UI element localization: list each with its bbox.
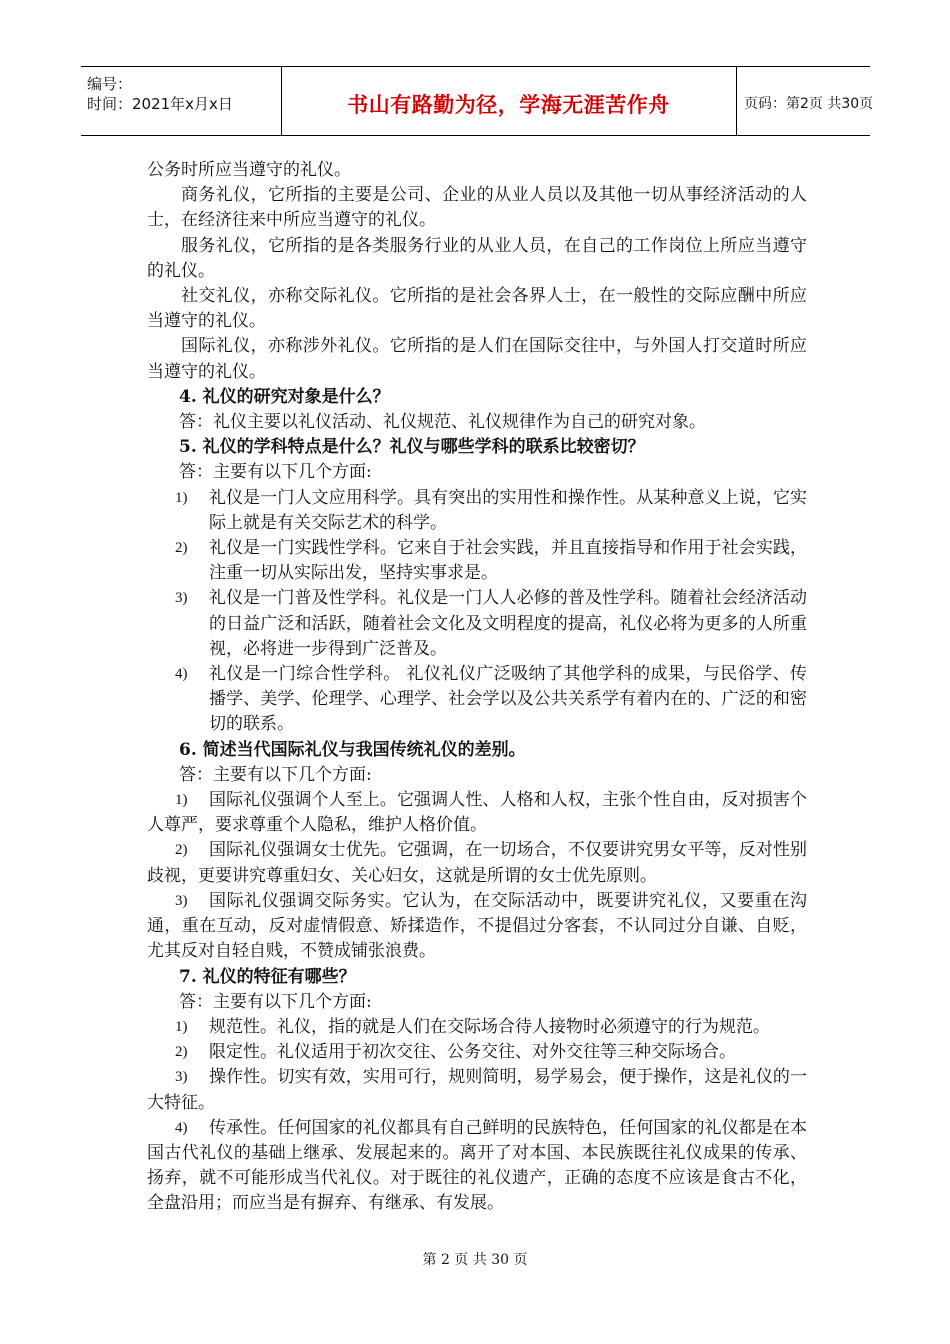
document-number-label: 编号：: [87, 75, 133, 93]
list-item: [147, 889, 807, 965]
list-item-text: 礼仪是一门实践性学科。它来自于社会实践，并且直接指导和作用于社会实践，注重一切从实际出发，坚持实事求是。: [209, 538, 807, 584]
answer-intro: 答：礼仪主要以礼仪活动、礼仪规范、礼仪规律作为自己的研究对象。: [179, 412, 706, 433]
list-item-number: 2): [175, 1044, 188, 1061]
list-item: [147, 536, 807, 586]
document-body: [147, 158, 807, 1217]
list-item-number: 1): [175, 1018, 188, 1035]
list-item: [147, 1065, 807, 1115]
paragraph: 国际礼仪，亦称涉外礼仪。它所指的是人们在国际交往中，与外国人打交道时所应当遵守的礼仪。: [147, 336, 807, 382]
list-item-text: 礼仪是一门普及性学科。礼仪是一门人人必修的普及性学科。随着社会经济活动的日益广泛和活跃，随着社会文化及文明程度的提高，礼仪必将为更多的人所重视，必将进一步得到广泛普及。: [209, 588, 807, 659]
list-item-number: 3): [175, 590, 188, 607]
header-center-cell: [281, 67, 737, 135]
answer-intro: 答：主要有以下几个方面:: [179, 462, 372, 483]
header-page-info: 页码：第2页 共30页: [744, 96, 874, 112]
list-item-number: 4): [175, 666, 188, 683]
list-item: [147, 1040, 807, 1065]
list-item: [147, 662, 807, 738]
list-item-number: 2): [175, 540, 188, 557]
document-date: 时间：2021年x月x日: [87, 95, 233, 113]
list-item-text: 国际礼仪强调交际务实。它认为，在交际活动中，既要讲究礼仪，又要重在沟通，重在互动，反对虚情假意、矫揉造作，不提倡过分客套，不认同过分自谦、自贬，尤其反对自轻自贱，不赞成铺张浪费。: [147, 890, 807, 962]
list-item-number: 1): [175, 792, 188, 809]
list-item-number: 3): [175, 1069, 188, 1086]
paragraph: 服务礼仪，它所指的是各类服务行业的从业人员，在自己的工作岗位上所应当遵守的礼仪。: [147, 235, 807, 281]
list-item: [147, 838, 807, 888]
list-item: [147, 586, 807, 662]
list-item: [147, 788, 807, 838]
list-item-number: 4): [175, 1119, 188, 1136]
header-left-cell: [81, 67, 282, 135]
list-item: [147, 1116, 807, 1217]
list-item-text: 限定性。礼仪适用于初次交往、公务交往、对外交往等三种交际场合。: [209, 1042, 736, 1063]
question-heading: 7. 礼仪的特征有哪些？: [179, 966, 356, 987]
list-item-text: 国际礼仪强调个人至上。它强调人性、人格和人权，主张个性自由，反对损害个人尊严，要求尊重个人隐私，维护人格价值。: [147, 790, 807, 836]
question-heading: 5. 礼仪的学科特点是什么？礼仪与哪些学科的联系比较密切？: [179, 437, 645, 458]
list-item: [147, 486, 807, 536]
list-item-text: 礼仪是一门人文应用科学。具有突出的实用性和操作性。从某种意义上说，它实际上就是有关交际艺术的科学。: [209, 487, 807, 533]
list-item-text: 规范性。礼仪，指的就是人们在交际场合待人接物时必须遵守的行为规范。: [209, 1016, 770, 1037]
answer-intro: 答：主要有以下几个方面:: [179, 991, 372, 1012]
header-motto: 书山有路勤为径，学海无涯苦作舟: [347, 93, 670, 117]
list-item-text: 礼仪是一门综合性学科。 礼仪礼仪广泛吸纳了其他学科的成果，与民俗学、传播学、美学、伦理学、心理学、社会学以及公共关系学有着内在的、广泛的和密切的联系。: [209, 664, 807, 735]
list-item-text: 国际礼仪强调女士优先。它强调，在一切场合，不仅要讲究男女平等，反对性别歧视，更要讲究尊重妇女、关心妇女，这就是所谓的女士优先原则。: [147, 840, 807, 886]
list-item: [147, 1015, 807, 1040]
list-item-number: 2): [175, 842, 188, 859]
paragraph: 社交礼仪，亦称交际礼仪。它所指的是社会各界人士，在一般性的交际应酬中所应当遵守的礼仪。: [147, 286, 807, 332]
paragraph: 公务时所应当遵守的礼仪。: [147, 160, 351, 180]
list-item-text: 操作性。切实有效，实用可行，规则简明，易学易会，便于操作，这是礼仪的一大特征。: [147, 1067, 807, 1113]
list-item-number: 1): [175, 489, 188, 506]
page-footer: 第 2 页 共 30 页: [422, 1252, 528, 1268]
list-item-text: 传承性。任何国家的礼仪都具有自己鲜明的民族特色，任何国家的礼仪都是在本国古代礼仪的基础上继承、发展起来的。离开了对本国、本民族既往礼仪成果的传承、扬弃，就不可能形成当代礼仪。对于既往的礼仪遗产，正确的态度不应该是食古不化，全盘沿用；而应当是有摒弃、有继承、有发展。: [147, 1117, 807, 1214]
answer-intro: 答：主要有以下几个方面:: [179, 764, 372, 785]
header-right-cell: [736, 67, 874, 135]
question-heading: 6. 简述当代国际礼仪与我国传统礼仪的差别。: [179, 739, 526, 760]
page-header: [81, 66, 874, 136]
paragraph: 商务礼仪，它所指的主要是公司、企业的从业人员以及其他一切从事经济活动的人士，在经济往来中所应当遵守的礼仪。: [147, 185, 807, 231]
list-item-number: 3): [175, 892, 188, 909]
question-heading: 4. 礼仪的研究对象是什么？: [179, 386, 390, 407]
